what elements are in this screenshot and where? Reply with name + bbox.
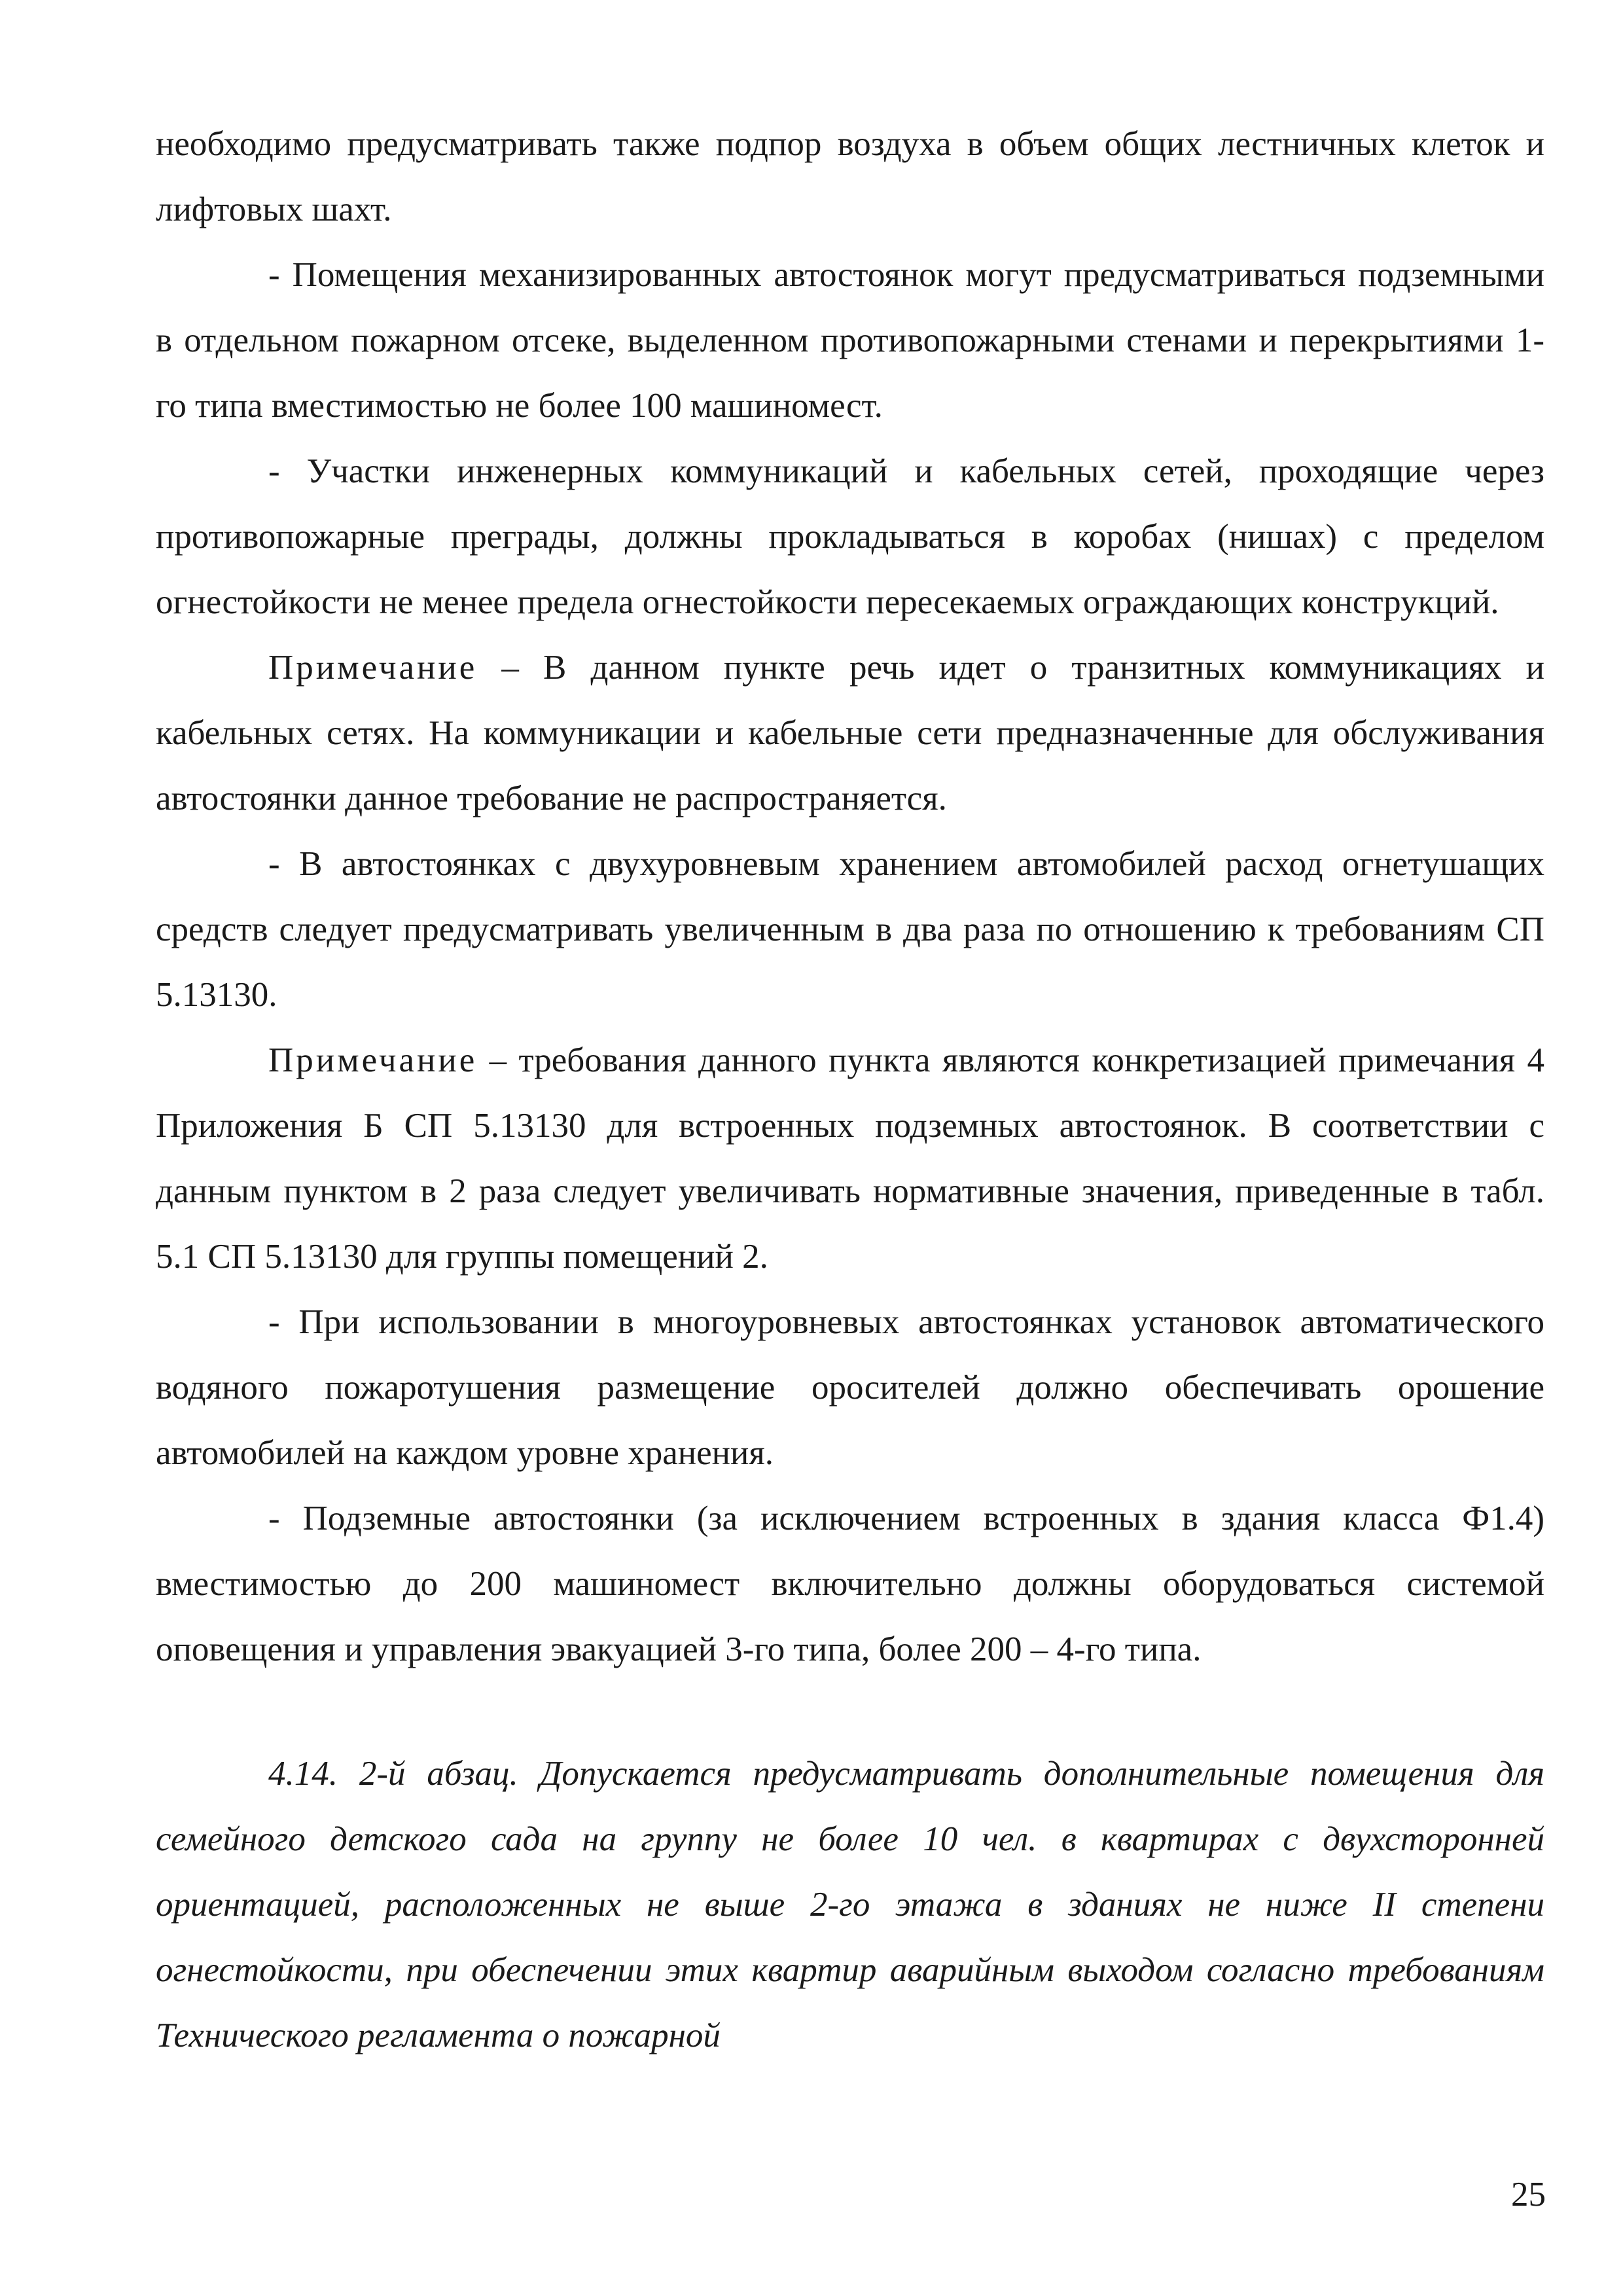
paragraph-text: - В автостоянках с двухуровневым хранением автомобилей расход огнетушащих средств следует предусматривать увеличенным в два раза по отношению к требованиям СП 5.13130. (156, 845, 1544, 1014)
paragraph-continuation (156, 111, 1544, 242)
paragraph-text: - Подземные автостоянки (за исключением встроенных в здания класса Ф1.4) вместимостью до 200 машиномест включительно должны оборудоваться системой оповещения и управления эвакуацией 3-го типа, более 200 – 4-го типа. (156, 1499, 1544, 1668)
paragraph-underground-warning (156, 1486, 1544, 1682)
paragraph-mechanized-parking (156, 242, 1544, 439)
paragraph-note-requirements (156, 1028, 1544, 1289)
paragraph-note-transit (156, 635, 1544, 831)
paragraph-text: 4.14. 2-й абзац. Допускается предусматривать дополнительные помещения для семейного детского сада на группу не более 10 чел. в квартирах с двухсторонней ориентацией, расположенных не выше 2-го этажа в зданиях не ниже II степени огнестойкости, при обеспечении этих квартир аварийным выходом согласно требованиям Технического регламента о пожарной (156, 1755, 1544, 2054)
paragraph-text: – требования данного пункта являются конкретизацией примечания 4 Приложения Б СП 5.13130 для встроенных подземных автостоянок. В соответствии с данным пунктом в 2 раза следует увеличивать нормативные значения, приведенные в табл. 5.1 СП 5.13130 для группы помещений 2. (156, 1041, 1544, 1276)
paragraph-text: - Помещения механизированных автостоянок могут предусматриваться подземными в отдельном пожарном отсеке, выделенном противопожарными стенами и перекрытиями 1-го типа вместимостью не более 100 машиномест. (156, 256, 1544, 425)
paragraph-two-level-storage (156, 831, 1544, 1028)
document-body (156, 111, 1544, 2068)
paragraph-text: – В данном пункте речь идет о транзитных коммуникациях и кабельных сетях. На коммуникации и кабельные сети предназначенные для обслуживания автостоянки данное требование не распространяется. (156, 649, 1544, 817)
note-label: Примечание (268, 1041, 478, 1079)
paragraph-text: необходимо предусматривать также подпор воздуха в объем общих лестничных клеток и лифтовых шахт. (156, 125, 1544, 228)
note-label: Примечание (268, 649, 478, 687)
paragraph-engineering-networks (156, 439, 1544, 635)
paragraph-text: - Участки инженерных коммуникаций и кабельных сетей, проходящие через противопожарные преграды, должны прокладываться в коробах (нишах) с пределом огнестойкости не менее предела огнестойкости пересекаемых ограждающих конструкций. (156, 452, 1544, 621)
paragraph-section-4-14 (156, 1741, 1544, 2068)
paragraph-text: - При использовании в многоуровневых автостоянках установок автоматического водяного пожаротушения размещение оросителей должно обеспечивать орошение автомобилей на каждом уровне хранения. (156, 1303, 1544, 1472)
page-number: 25 (1511, 2176, 1546, 2214)
paragraph-sprinklers (156, 1289, 1544, 1486)
